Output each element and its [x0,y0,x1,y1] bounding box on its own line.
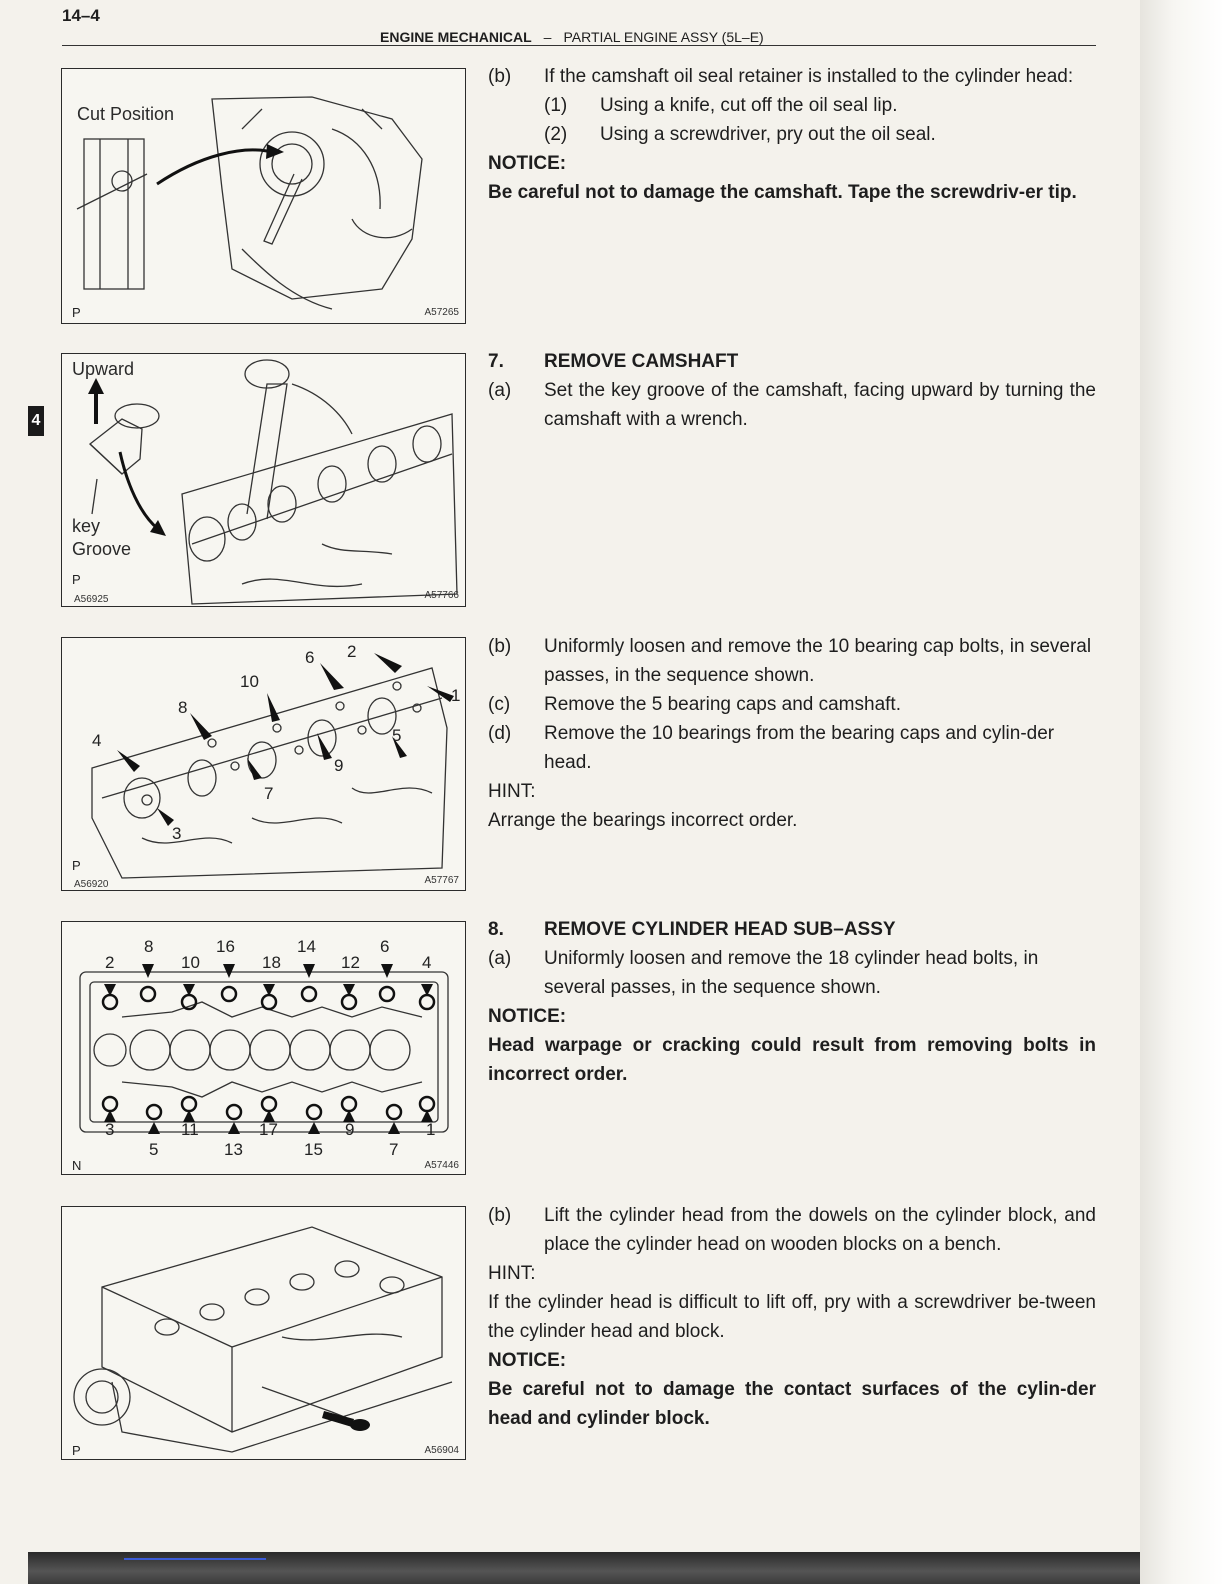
notice-label: NOTICE: [488,1006,567,1027]
step-a [488,944,1096,1002]
bolt-number-bottom: 13 [224,1140,243,1159]
notice-text: Be careful not to damage the contact surfaces of the cylin-der head and cylinder block. [488,1379,1096,1429]
bolt-number-bottom: 9 [345,1120,355,1139]
bolt-number-bottom: 7 [389,1140,399,1159]
figure-bearing-cap-sequence [61,637,466,891]
sequence-number: 2 [347,642,357,661]
sequence-number: 1 [451,686,461,705]
step-text: Uniformly loosen and remove the 10 bearing cap bolts, in several passes, in the sequence shown. [544,636,1092,686]
cylinder-head-lift-illustration [62,1207,466,1460]
bolt-number-top: 4 [422,953,432,972]
notice-label: NOTICE: [488,1350,567,1371]
step-d [488,719,1096,777]
step-title: REMOVE CAMSHAFT [544,351,739,372]
figure-letter: P [72,1443,81,1458]
step-number: 8. [488,919,504,940]
sequence-number: 8 [178,698,188,717]
step-number: 7. [488,351,504,372]
hint-label: HINT: [488,1263,536,1284]
step-tag: (a) [488,380,512,401]
sequence-number: 3 [172,824,182,843]
figure-code: A57265 [424,307,459,318]
lift-head-instructions [488,1201,1096,1433]
sequence-number: 4 [92,731,102,750]
upward-label: Upward [72,359,135,379]
step-tag: (b) [488,636,512,657]
figure-letter: N [72,1158,82,1173]
bearing-cap-illustration [62,638,466,891]
step-text: Remove the 10 bearings from the bearing caps and cylin-der head. [544,723,1055,773]
bolt-number-top: 14 [297,937,316,956]
page-number: 14–4 [62,6,100,25]
step-text: Lift the cylinder head from the dowels on the cylinder block, and place the cylinder head on wooden blocks on a bench. [544,1205,1096,1255]
oil-seal-instructions [488,62,1096,207]
figure-code: A57767 [424,875,459,886]
bolt-number-top: 16 [216,937,235,956]
substep-text: Using a knife, cut off the oil seal lip. [600,95,898,116]
figure-lift-cylinder-head [61,1206,466,1460]
bolt-number-bottom: 15 [304,1140,323,1159]
step-text: Uniformly loosen and remove the 18 cylinder head bolts, in several passes, in the sequence shown. [544,948,1039,998]
header-subsection: PARTIAL ENGINE ASSY (5L–E) [563,29,764,45]
step-b [488,62,1096,91]
figure-code: A57766 [424,590,459,601]
section-side-tab: 4 [28,406,44,436]
substep-tag: (1) [544,95,568,116]
sequence-number: 10 [240,672,259,691]
sequence-number: 6 [305,648,315,667]
sequence-number: 7 [264,784,274,803]
bolt-number-top: 18 [262,953,281,972]
step-tag: (b) [488,1205,512,1226]
substep-2 [544,120,1096,149]
bolt-number-bottom: 3 [105,1120,115,1139]
sequence-number: 9 [334,756,344,775]
bolt-number-top: 8 [144,937,154,956]
camshaft-wrench-illustration [62,354,466,607]
step-tag: (b) [488,66,512,87]
bolt-number-top: 6 [380,937,390,956]
step-a [488,376,1096,434]
header-separator: – [543,29,552,45]
figure-letter: P [72,572,81,587]
bolt-number-bottom: 17 [259,1120,278,1139]
key-label: key [72,516,101,536]
figure-letter: P [72,305,81,320]
step-tag: (c) [488,694,511,715]
figure-head-bolt-sequence [61,921,466,1175]
page-edge-shadow [1140,0,1224,1584]
step-tag: (d) [488,723,512,744]
substep-1 [544,91,1096,120]
running-header [380,29,764,45]
step-heading [488,347,1096,376]
hint-label: HINT: [488,781,536,802]
bolt-number-top: 12 [341,953,360,972]
step-text: If the camshaft oil seal retainer is installed to the cylinder head: [544,66,1074,87]
substep-tag: (2) [544,124,568,145]
figure-left-code: A56920 [74,879,109,890]
step-text: Set the key groove of the camshaft, facing upward by turning the camshaft with a wrench. [544,380,1096,430]
figure-letter: P [72,858,81,873]
notice-label: NOTICE: [488,153,567,174]
bolt-number-bottom: 5 [149,1140,159,1159]
figure-left-code: A56925 [74,594,109,605]
figure-code: A56904 [424,1445,459,1456]
figure-oil-seal-cut [61,68,466,324]
figure-camshaft-key-groove [61,353,466,607]
step-heading [488,915,1096,944]
step-c [488,690,1096,719]
bottom-binding-bar [28,1552,1140,1584]
step-b [488,632,1096,690]
sequence-number: 5 [392,726,402,745]
header-section: ENGINE MECHANICAL [380,29,532,45]
hint-text: Arrange the bearings incorrect order. [488,810,798,831]
notice-text: Head warpage or cracking could result from removing bolts in incorrect order. [488,1035,1096,1085]
step-b [488,1201,1096,1259]
figure-code: A57446 [424,1160,459,1171]
notice-text: Be careful not to damage the camshaft. Tape the screwdriv-er tip. [488,182,1077,203]
bearing-cap-instructions [488,632,1096,835]
step-text: Remove the 5 bearing caps and camshaft. [544,694,901,715]
remove-cylinder-head-step [488,915,1096,1089]
bottom-link-underline [124,1558,266,1560]
header-rule [62,45,1096,46]
bolt-number-bottom: 11 [181,1120,199,1139]
bolt-number-top: 2 [105,953,115,972]
hint-text: If the cylinder head is difficult to lift off, pry with a screwdriver be-tween the cylinder head and block. [488,1292,1096,1342]
bolt-number-top: 10 [181,953,200,972]
step-tag: (a) [488,948,512,969]
bolt-number-bottom: 1 [426,1120,436,1139]
remove-camshaft-step [488,347,1096,434]
substep-text: Using a screwdriver, pry out the oil seal. [600,124,936,145]
groove-label: Groove [72,539,132,559]
cut-position-label: Cut Position [77,104,175,124]
step-title: REMOVE CYLINDER HEAD SUB–ASSY [544,919,896,940]
